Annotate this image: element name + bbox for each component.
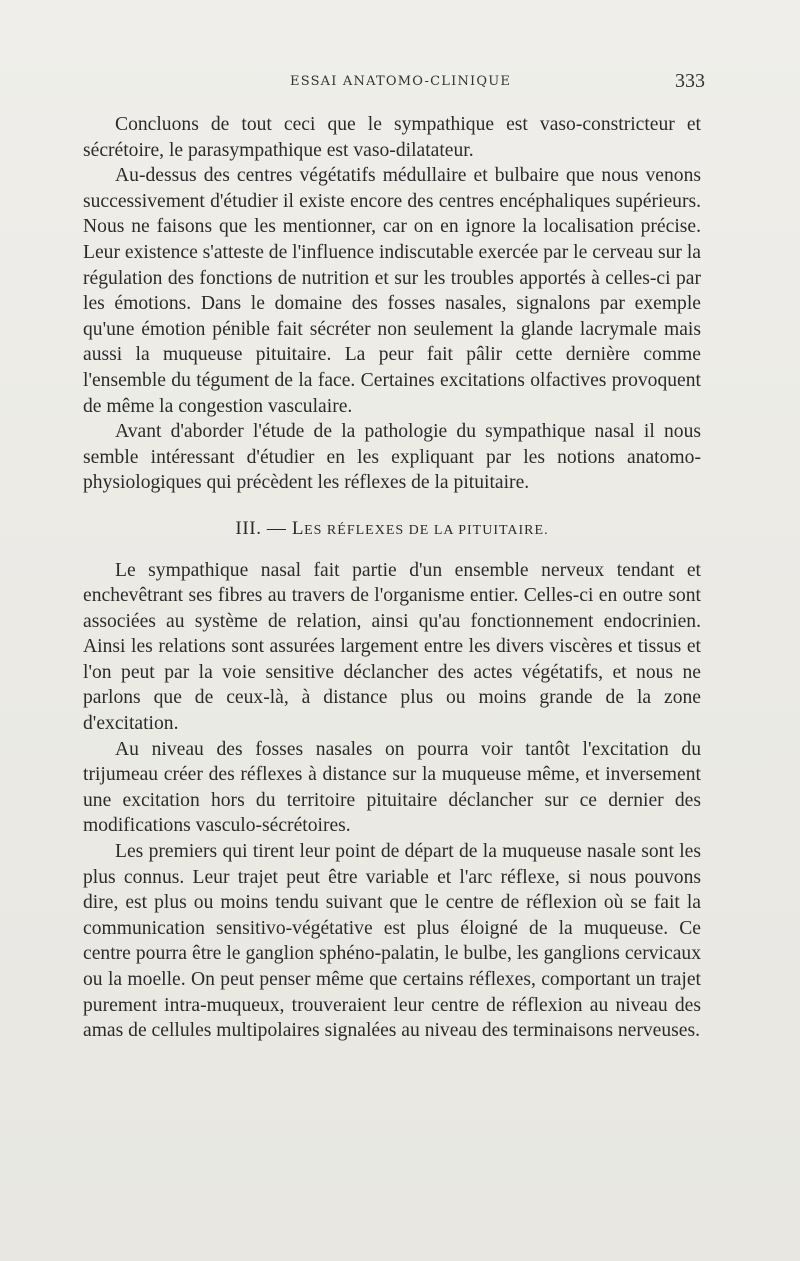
section-heading (83, 516, 701, 544)
paragraph: Au-dessus des centres végétatifs médullaire et bulbaire que nous venons successivement d'étudier il existe encore des centres encéphaliques supérieurs. Nous ne faisons que les mentionner, car on en ignore la localisation précise. Leur existence s'atteste de l'influence indiscutable exercée par le cerveau sur la régulation des fonctions de nutrition et sur les troubles apportés à celles-ci par les émotions. Dans le domaine des fosses nasales, signalons par exemple qu'une émotion pénible fait sécréter non seulement la glande lacrymale mais aussi la muqueuse pituitaire. La peur fait pâlir cette dernière comme l'ensemble du tégument de la face. Certaines excitations olfactives provoquent de même la congestion vasculaire. (83, 165, 701, 417)
section-initial: L (291, 517, 305, 539)
section-number: III. — (235, 517, 287, 539)
section-title-text: ES RÉFLEXES DE LA PITUITAIRE. (304, 522, 549, 538)
paragraph: Le sympathique nasal fait partie d'un ensemble nerveux tendant et enchevêtrant ses fibres au travers de l'organisme entier. Celles-ci en outre sont associées au système de relation, ainsi qu'au fonctionnement endocrinien. Ainsi les relations sont assurées largement entre les divers viscères et tissus et l'on peut par la voie sensitive déclancher des actes végétatifs, et nous ne parlons que de ceux-là, à distance plus ou moins grande de la zone d'excitation. (83, 559, 701, 735)
page-number: 333 (675, 70, 705, 92)
paragraph: Concluons de tout ceci que le sympathique est vaso-constricteur et sécrétoire, le parasympathique est vaso-dilatateur. (83, 114, 701, 161)
paragraph: Au niveau des fosses nasales on pourra voir tantôt l'excitation du trijumeau créer des réflexes à distance sur la muqueuse même, et inversement une excitation hors du territoire pituitaire déclancher sur ce dernier des modifications vasculo-sécrétoires. (83, 738, 701, 837)
paragraph: Les premiers qui tirent leur point de départ de la muqueuse nasale sont les plus connus. Leur trajet peut être variable et l'arc réflexe, si nous pouvons dire, est plus ou moins tendu suivant que le centre de réflexion où se fait la communication sensitivo-végétative est plus éloigné de la muqueuse. Ce centre pourra être le ganglion sphéno-palatin, le bulbe, les ganglions cervicaux ou la moelle. On peut penser même que certains réflexes, comportant un trajet purement intra-muqueux, trouveraient leur centre de réflexion au niveau des amas de cellules multipolaires signalées au niveau des terminaisons nerveuses. (83, 841, 701, 1042)
body-text (83, 112, 701, 1044)
paragraph: Avant d'aborder l'étude de la pathologie du sympathique nasal il nous semble intéressant d'étudier en les expliquant par les notions anatomo-physiologiques qui précèdent les réflexes de la pituitaire. (83, 421, 701, 494)
running-title: ESSAI ANATOMO-CLINIQUE (290, 74, 512, 89)
